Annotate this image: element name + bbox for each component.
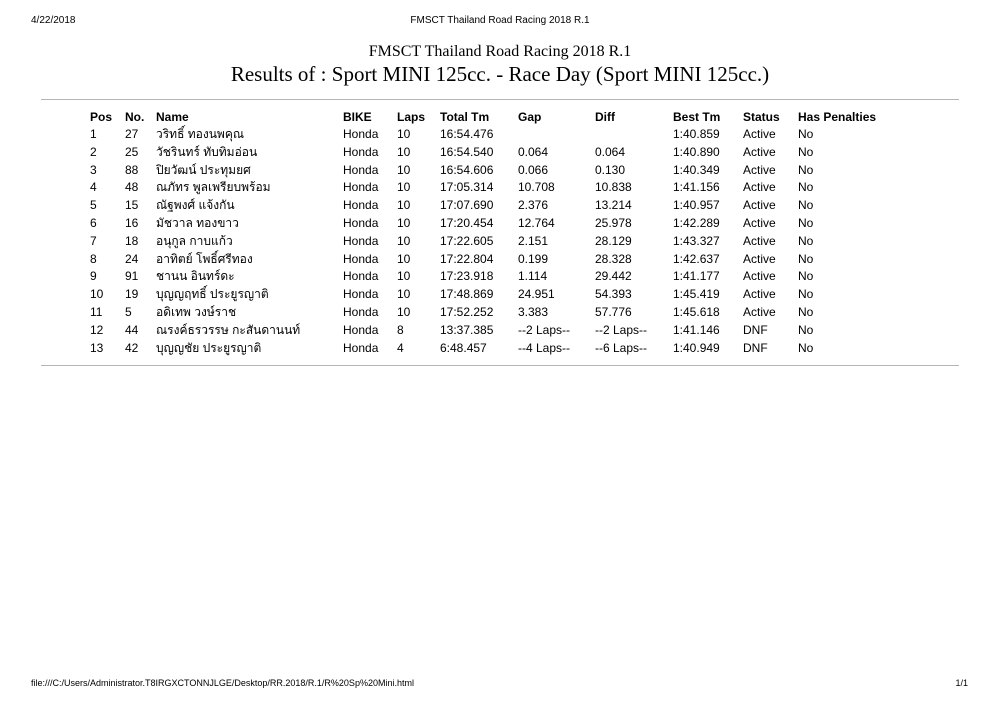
cell-laps: 10 [397,198,411,213]
cell-no: 44 [125,322,139,337]
cell-status: Active [743,127,776,141]
cell-no: 42 [125,340,139,355]
cell-status: Active [743,144,776,159]
cell-no: 5 [125,304,132,319]
cell-best-time: 1:40.349 [673,162,720,177]
cell-status: DNF [743,340,768,355]
cell-best-time: 1:40.890 [673,144,720,159]
cell-no: 24 [125,251,139,266]
cell-name: ณภัทร พูลเพรียบพร้อม [156,180,271,195]
cell-name: วัชรินทร์ ทับทิมอ่อน [156,144,258,159]
cell-pos: 5 [90,198,97,213]
cell-diff: 0.130 [595,162,626,177]
cell-bike: Honda [343,340,379,355]
cell-laps: 10 [397,215,411,230]
cell-total-time: 16:54.606 [440,162,494,177]
cell-penalties: No [798,233,814,248]
cell-gap: 1.114 [518,269,548,284]
column-header-name: Name [156,110,189,124]
column-header-total-time: Total Tm [440,110,490,124]
cell-name: มัชวาล ทองขาว [156,215,239,230]
cell-total-time: 17:22.804 [440,251,494,266]
cell-bike: Honda [343,198,379,213]
cell-total-time: 17:48.869 [440,287,494,302]
cell-status: Active [743,287,776,302]
cell-gap: 0.064 [518,144,549,159]
column-header-pos: Pos [90,110,113,124]
cell-pos: 10 [90,287,104,302]
cell-diff: 28.129 [595,233,632,248]
cell-laps: 10 [397,269,411,284]
cell-best-time: 1:45.419 [673,287,720,302]
results-title: Results of : Sport MINI 125cc. - Race Day (Sport MINI 125cc.) [230,62,770,86]
cell-pos: 11 [90,304,103,319]
cell-bike: Honda [343,180,379,195]
cell-penalties: No [798,322,814,337]
cell-penalties: No [798,127,814,141]
cell-best-time: 1:41.177 [673,269,720,284]
cell-pos: 7 [90,233,97,248]
cell-bike: Honda [343,144,379,159]
column-header-penalties: Has Penalties [798,110,877,124]
cell-diff: 0.064 [595,144,626,159]
cell-total-time: 6:48.457 [440,340,487,355]
cell-penalties: No [798,198,814,213]
event-title: FMSCT Thailand Road Racing 2018 R.1 [368,43,632,60]
cell-gap: 10.708 [518,180,555,195]
cell-bike: Honda [343,215,379,230]
cell-total-time: 13:37.385 [440,322,494,337]
cell-best-time: 1:42.289 [673,215,720,230]
cell-bike: Honda [343,322,379,337]
cell-name: ชานน อินทร์ดะ [156,269,235,284]
cell-laps: 4 [397,340,404,355]
cell-status: Active [743,198,776,213]
cell-status: Active [743,162,776,177]
cell-diff: --6 Laps-- [595,340,648,355]
cell-status: Active [743,233,776,248]
cell-no: 16 [125,215,139,230]
cell-gap: 0.199 [518,251,549,266]
cell-total-time: 17:52.252 [440,304,494,319]
cell-name: ณัฐพงศ์ แจ้งกัน [156,198,235,213]
cell-gap: 2.151 [518,233,549,248]
cell-no: 25 [125,144,139,159]
cell-gap [516,126,593,144]
cell-penalties: No [798,215,814,230]
cell-pos: 9 [90,269,97,284]
cell-pos: 1 [90,127,97,141]
cell-diff [593,126,671,144]
cell-name: ปิยวัฒน์ ประทุมยศ [156,162,251,177]
cell-diff: 13.214 [595,198,632,213]
cell-name: ณรงค์ธรวรรษ กะสันดานนท์ [156,322,301,337]
cell-laps: 8 [397,322,404,337]
cell-penalties: No [798,162,814,177]
cell-status: Active [743,304,776,319]
cell-status: DNF [743,322,768,337]
cell-no: 27 [125,127,139,141]
bottom-divider [41,365,959,366]
cell-pos: 6 [90,215,97,230]
table-row [88,340,896,358]
top-divider [41,99,959,100]
cell-name: บุญญชัย ประยูรญาติ [156,340,262,355]
cell-laps: 10 [397,144,411,159]
print-header-title: FMSCT Thailand Road Racing 2018 R.1 [410,15,590,26]
cell-pos: 13 [90,340,104,355]
cell-diff: 54.393 [595,287,632,302]
table-row [88,233,896,251]
table-row [88,144,896,162]
print-header [0,15,1000,31]
cell-best-time: 1:42.637 [673,251,720,266]
cell-no: 18 [125,233,139,248]
cell-gap: 24.951 [518,287,555,302]
cell-penalties: No [798,287,814,302]
cell-no: 88 [125,162,139,177]
print-date: 4/22/2018 [31,15,76,26]
cell-gap: 12.764 [518,215,555,230]
cell-pos: 8 [90,251,97,266]
cell-diff: 25.978 [595,215,632,230]
table-header-row [88,108,896,126]
cell-diff: 10.838 [595,180,632,195]
results-table-body [88,126,896,357]
cell-penalties: No [798,144,814,159]
print-footer [0,678,1000,692]
table-row [88,126,896,144]
cell-bike: Honda [343,287,379,302]
cell-name: บุญญฤทธิ์ ประยูรญาติ [156,287,269,302]
cell-total-time: 17:05.314 [440,180,494,195]
cell-penalties: No [798,251,814,266]
cell-pos: 2 [90,144,97,159]
cell-penalties: No [798,269,814,284]
cell-laps: 10 [397,180,411,195]
table-row [88,304,896,322]
cell-bike: Honda [343,304,379,319]
column-header-best-time: Best Tm [673,110,721,124]
cell-laps: 10 [397,304,411,319]
cell-no: 15 [125,198,139,213]
cell-laps: 10 [397,251,411,266]
column-header-status: Status [743,110,780,124]
cell-laps: 10 [397,233,411,248]
column-header-no: No. [125,110,145,124]
results-table [88,108,896,357]
cell-bike: Honda [343,269,379,284]
cell-total-time: 16:54.476 [440,127,494,141]
cell-best-time: 1:41.156 [673,180,720,195]
cell-gap: 2.376 [518,198,549,213]
table-row [88,251,896,269]
cell-bike: Honda [343,233,379,248]
cell-pos: 12 [90,322,104,337]
cell-total-time: 17:20.454 [440,215,494,230]
cell-best-time: 1:45.618 [673,304,720,319]
cell-diff: 28.328 [595,251,632,266]
cell-laps: 10 [397,287,411,302]
cell-total-time: 17:22.605 [440,233,494,248]
column-header-gap: Gap [518,110,542,124]
cell-diff: 29.442 [595,269,632,284]
cell-status: Active [743,269,776,284]
cell-no: 48 [125,180,139,195]
document-title [0,43,1000,87]
cell-name: อาทิตย์ โพธิ์ศรีทอง [156,251,253,266]
cell-best-time: 1:40.859 [673,127,720,141]
cell-gap: --2 Laps-- [518,322,571,337]
cell-status: Active [743,180,776,195]
cell-penalties: No [798,340,814,355]
cell-gap: --4 Laps-- [518,340,571,355]
file-path: file:///C:/Users/Administrator.T8IRGXCTONNJLGE/Desktop/RR.2018/R.1/R%20Sp%20Mini.html [31,678,414,688]
cell-penalties: No [798,304,814,319]
cell-best-time: 1:43.327 [673,233,720,248]
cell-bike: Honda [343,162,379,177]
table-row [88,162,896,180]
cell-total-time: 17:07.690 [440,198,494,213]
cell-gap: 3.383 [518,304,549,319]
cell-pos: 3 [90,162,97,177]
cell-status: Active [743,215,776,230]
cell-name: อดิเทพ วงษ์ราช [156,304,237,319]
cell-best-time: 1:41.146 [673,322,720,337]
column-header-bike: BIKE [343,110,372,124]
column-header-laps: Laps [397,110,426,124]
table-row [88,179,896,197]
cell-name: วริทธิ์ ทองนพคุณ [156,127,245,141]
cell-status: Active [743,251,776,266]
cell-penalties: No [798,180,814,195]
cell-laps: 10 [397,162,411,177]
cell-name: อนุกูล กาบแก้ว [156,233,233,248]
table-row [88,197,896,215]
cell-bike: Honda [343,251,379,266]
cell-no: 19 [125,287,139,302]
page-number: 1/1 [955,678,968,688]
table-row [88,215,896,233]
cell-best-time: 1:40.957 [673,198,720,213]
cell-total-time: 16:54.540 [440,144,494,159]
cell-bike: Honda [343,127,379,141]
table-row [88,322,896,340]
cell-no: 91 [125,269,139,284]
column-header-diff: Diff [595,110,615,124]
cell-diff: 57.776 [595,304,632,319]
cell-diff: --2 Laps-- [595,322,648,337]
table-row [88,286,896,304]
cell-total-time: 17:23.918 [440,269,494,284]
table-row [88,268,896,286]
cell-best-time: 1:40.949 [673,340,720,355]
cell-pos: 4 [90,180,97,195]
cell-gap: 0.066 [518,162,549,177]
cell-laps: 10 [397,127,411,141]
